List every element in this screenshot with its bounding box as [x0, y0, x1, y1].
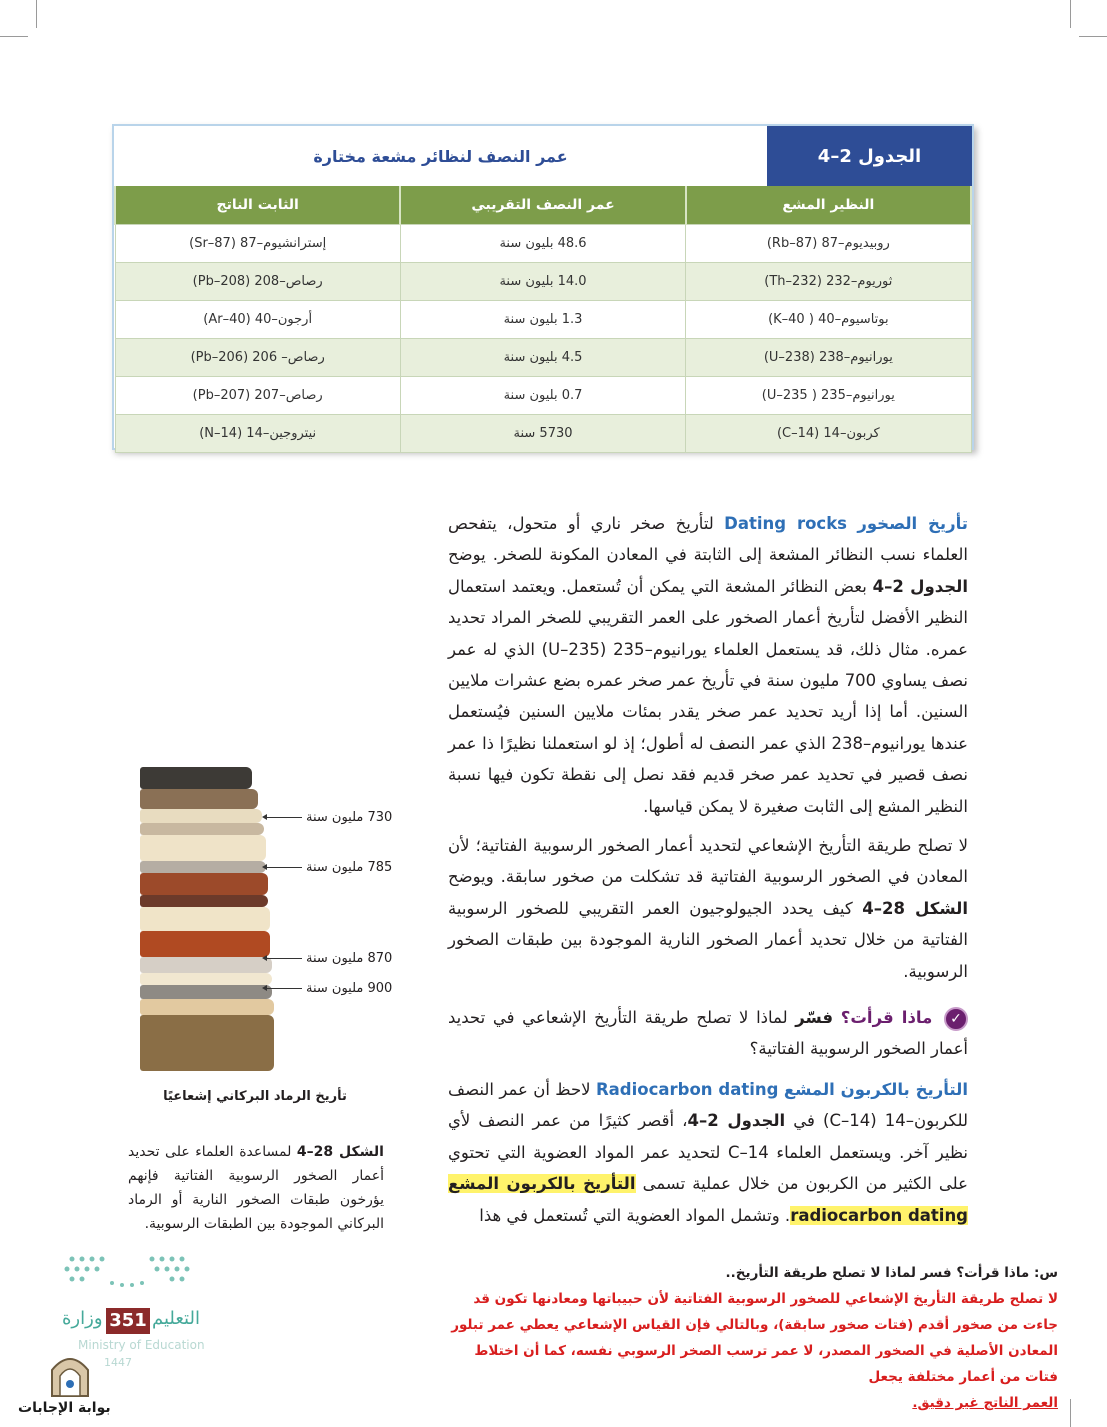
ministry-name-left: وزارة — [62, 1308, 103, 1329]
age-label: 730 مليون سنة — [266, 810, 392, 825]
rock-layer — [140, 999, 274, 1015]
reading-check-label: ماذا قرأت؟ — [840, 1008, 933, 1027]
table-title: عمر النصف لنظائر مشعة مختارة — [313, 146, 568, 166]
age-label: 785 مليون سنة — [266, 860, 392, 875]
table-row — [115, 415, 971, 453]
table-cell: 0.7 بليون سنة — [400, 377, 685, 415]
table-row — [115, 339, 971, 377]
table-header-row — [115, 186, 971, 225]
paragraph-text: لاحظ أن عمر النصف للكربون–14 (C–14) في — [448, 1080, 968, 1131]
table-cell: 48.6 بليون سنة — [400, 225, 685, 263]
rock-layer — [140, 835, 266, 861]
arrow-icon — [266, 988, 302, 989]
column-header: عمر النصف التقريبي — [400, 186, 685, 225]
table-cell: إسترانشيوم–87 (Sr–87) — [115, 225, 400, 263]
page-number: 351 — [106, 1308, 150, 1334]
figure-caption-text: لمساعدة العلماء على تحديد أعمار الصخور الرسوبية الفتاتية فإنهم يؤرخون طبقات الصخور النارية أو الرماد البركاني الموجودة بين الطبقات الرسوبية. — [128, 1144, 384, 1232]
answer-body: لا تصلح طريقة التأريخ الإشعاعي للصخور الرسوبية الفتاتية لأن حبيباتها ومعادنها تكون قد جاءت من صخور أقدم (فتات صخور سابقة)، وبالتالي فإن القياس الإشعاعي يعطي عمر تبلور المعادن الأصلية في الصخور المصدر، لا عمر ترسب الصخر الرسوبي نفسه، كما أن اختلاط فتات من أعمار مختلفة يجعل — [451, 1291, 1058, 1385]
answer-question: س: ماذا قرأت؟ فسر لماذا لا تصلح طريقة التأريخ.. — [725, 1265, 1058, 1281]
table-cell: 14.0 بليون سنة — [400, 263, 685, 301]
rock-layer — [140, 907, 270, 931]
mosque-icon — [48, 1350, 92, 1398]
arrow-icon — [266, 867, 302, 868]
table-cell: رصاص–207 (Pb–207) — [115, 377, 400, 415]
table-row — [115, 263, 971, 301]
table-cell: رصاص– 206 (Pb–206) — [115, 339, 400, 377]
crop-mark — [1070, 1399, 1071, 1427]
rock-layer — [140, 809, 262, 823]
table-cell: أرجون–40 (Ar–40) — [115, 301, 400, 339]
column-header: النظير المشع — [686, 186, 971, 225]
paragraph-text: لتأريخ صخر ناري أو متحول، يتفحص العلماء نسب النظائر المشعة إلى الثابتة في المعادن المكونة للصخر. يوضح — [448, 514, 968, 565]
section-heading-en: Radiocarbon dating — [595, 1080, 779, 1099]
crop-mark — [36, 0, 37, 28]
paragraph-text: كيف يحدد الجيولوجيون العمر التقريبي للصخور الرسوبية الفتاتية من خلال تحديد أعمار الصخور النارية الموجودة بين طبقات الصخور الرسوبية. — [448, 898, 968, 981]
table-cell: كربون–14 (C–14) — [686, 415, 971, 453]
ministry-name-right: التعليم — [152, 1308, 200, 1329]
section-heading-ar: تأريخ الصخور — [857, 514, 969, 533]
table-cell: روبيديوم–87 (Rb–87) — [686, 225, 971, 263]
answer-end: العمر الناتج غير دقيق. — [912, 1395, 1058, 1411]
age-label: 870 مليون سنة — [266, 951, 392, 966]
table-reference: الجدول 2–4 — [872, 576, 969, 596]
table-row — [115, 301, 971, 339]
table-cell: نيتروجين–14 (N–14) — [115, 415, 400, 453]
age-label: 900 مليون سنة — [266, 981, 392, 996]
key-term-en: radiocarbon dating — [790, 1205, 968, 1225]
table-cell: 4.5 بليون سنة — [400, 339, 685, 377]
table-row — [115, 377, 971, 415]
rock-layer — [140, 895, 268, 907]
paragraph-text: ، أقصر كثيرًا من عمر النصف لأي نظير آخر. ويستعمل العلماء C–14 لتحديد عمر المواد العضوية التي تحتوي على الكثير من الكربون من خلال عملية تسمى — [448, 1111, 969, 1194]
edition-year: 1447 — [104, 1356, 132, 1369]
section-heading-ar: التأريخ بالكربون المشع — [783, 1080, 968, 1099]
rock-layer — [140, 767, 252, 789]
crop-mark — [0, 36, 28, 37]
figure-reference: الشكل 28–4 — [862, 898, 968, 918]
table-header-bar — [114, 126, 972, 186]
paragraph-text: لا تصلح طريقة التأريخ الإشعاعي لتحديد أعمار الصخور الرسوبية الفتاتية؛ لأن المعادن في الصخور الرسوبية الفتاتية قد تشكلت من صخور سابقة. ويوضح — [448, 836, 968, 887]
table-row — [115, 225, 971, 263]
paragraph-text: بعض النظائر المشعة التي يمكن أن تُستعمل. ويعتمد استعمال النظير الأفضل لتأريخ أعمار الصخور على العمر التقريبي للصخر المراد تحديد عمره. مثال ذلك، قد يستعمل العلماء يورانيوم–235 (U–235) الذي له عمر نصف يساوي 700 مليون سنة في تأريخ عمر صخر عمره بضع عشرات ملايين السنين. أما إذا أريد تحديد عمر صخر يقدر بمئات ملايين السنين فيُستعمل عندها يورانيوم–238 الذي عمر النصف له أطول؛ إذ لو استعملنا نظيرًا ذا عمر نصف قصير في تحديد عمر صخر قديم فقد نصل إلى نقطة تكون فيها نسبة النظير المشع إلى الثابت صغيرة لا يمكن قياسها. — [448, 576, 968, 816]
rock-layer — [140, 973, 272, 985]
column-header: الثابت الناتج — [115, 186, 400, 225]
table-cell: بوتاسيوم–40 ( K–40) — [686, 301, 971, 339]
section-heading-en: Dating rocks — [724, 514, 847, 533]
table-cell: 5730 سنة — [400, 415, 685, 453]
ministry-name-en: Ministry of Education — [78, 1338, 205, 1352]
rock-layer — [140, 1015, 274, 1071]
reading-check — [448, 1002, 968, 1065]
table-reference: الجدول 2–4 — [687, 1111, 786, 1131]
table-number: الجدول 2–4 — [767, 126, 972, 186]
table-cell: رصاص–208 (Pb–208) — [115, 263, 400, 301]
rock-layer — [140, 873, 268, 895]
table-cell: ثوريوم–232 (Th–232) — [686, 263, 971, 301]
dating-rocks-paragraph — [448, 508, 968, 822]
ministry-logo-icon — [62, 1253, 192, 1293]
table-cell: 1.3 بليون سنة — [400, 301, 685, 339]
clastic-rocks-paragraph — [448, 830, 968, 987]
paragraph-text: . وتشمل المواد العضوية التي تُستعمل في هذا — [479, 1205, 791, 1225]
reading-check-text: لماذا لا تصلح طريقة التأريخ الإشعاعي في تحديد أعمار الصخور الرسوبية الفتاتية؟ — [448, 1008, 968, 1059]
figure-title: تأريخ الرماد البركاني إشعاعيًا — [163, 1089, 347, 1104]
arrow-icon — [266, 958, 302, 959]
figure-caption — [128, 1140, 384, 1236]
arrow-icon — [266, 817, 302, 818]
figure-caption-ref: الشكل 28–4 — [296, 1144, 384, 1160]
portal-name: بوابة الإجابات — [18, 1400, 111, 1416]
crop-mark — [1079, 36, 1107, 37]
rock-layer — [140, 789, 258, 809]
table-cell: يورانيوم–238 (U–238) — [686, 339, 971, 377]
rock-layer — [140, 985, 272, 999]
checkmark-icon: ✓ — [944, 1007, 968, 1031]
rock-layer — [140, 931, 270, 957]
answer-note — [440, 1260, 1058, 1416]
isotope-table — [112, 124, 974, 450]
radiocarbon-paragraph — [448, 1074, 968, 1231]
table-grid — [114, 186, 972, 453]
table-cell: يورانيوم–235 ( U–235) — [686, 377, 971, 415]
key-term-ar: التأريخ بالكربون المشع — [448, 1174, 636, 1194]
rock-layer — [140, 823, 264, 835]
rock-layer — [140, 957, 272, 973]
crop-mark — [1070, 0, 1071, 28]
reading-check-verb: فسّر — [795, 1008, 834, 1027]
rock-layer — [140, 861, 266, 873]
